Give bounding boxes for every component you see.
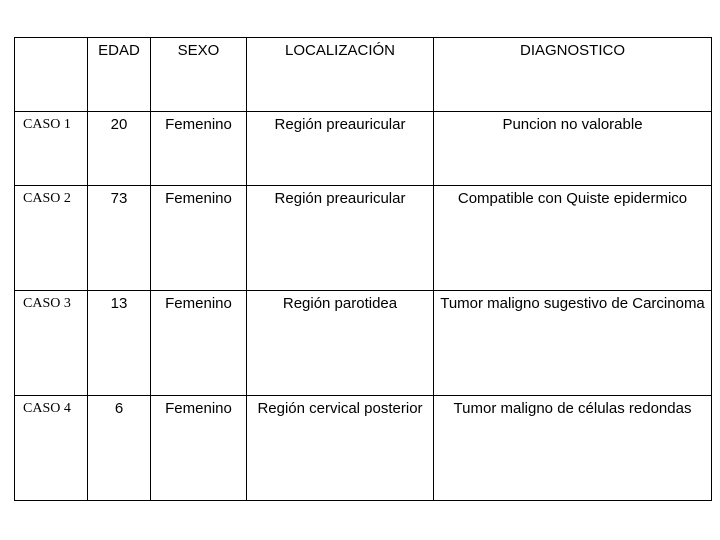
table-row [15,291,712,396]
cases-table [14,37,712,501]
case-label: CASO 3 [15,291,88,396]
table-row [15,186,712,291]
sexo-cell: Femenino [151,112,247,186]
header-localizacion: LOCALIZACIÓN [247,38,434,112]
localizacion-cell: Región parotidea [247,291,434,396]
case-label: CASO 1 [15,112,88,186]
localizacion-cell: Región preauricular [247,112,434,186]
edad-cell: 20 [88,112,151,186]
diagnostico-cell: Tumor maligno sugestivo de Carcinoma [434,291,712,396]
sexo-cell: Femenino [151,396,247,501]
edad-cell: 13 [88,291,151,396]
table-header-row [15,38,712,112]
case-label: CASO 2 [15,186,88,291]
localizacion-cell: Región cervical posterior [247,396,434,501]
sexo-cell: Femenino [151,186,247,291]
header-sexo: SEXO [151,38,247,112]
diagnostico-cell: Tumor maligno de células redondas [434,396,712,501]
case-label: CASO 4 [15,396,88,501]
edad-cell: 6 [88,396,151,501]
table-row [15,396,712,501]
localizacion-cell: Región preauricular [247,186,434,291]
sexo-cell: Femenino [151,291,247,396]
table-row [15,112,712,186]
header-edad: EDAD [88,38,151,112]
header-diagnostico: DIAGNOSTICO [434,38,712,112]
diagnostico-cell: Compatible con Quiste epidermico [434,186,712,291]
diagnostico-cell: Puncion no valorable [434,112,712,186]
header-corner-cell [15,38,88,112]
edad-cell: 73 [88,186,151,291]
